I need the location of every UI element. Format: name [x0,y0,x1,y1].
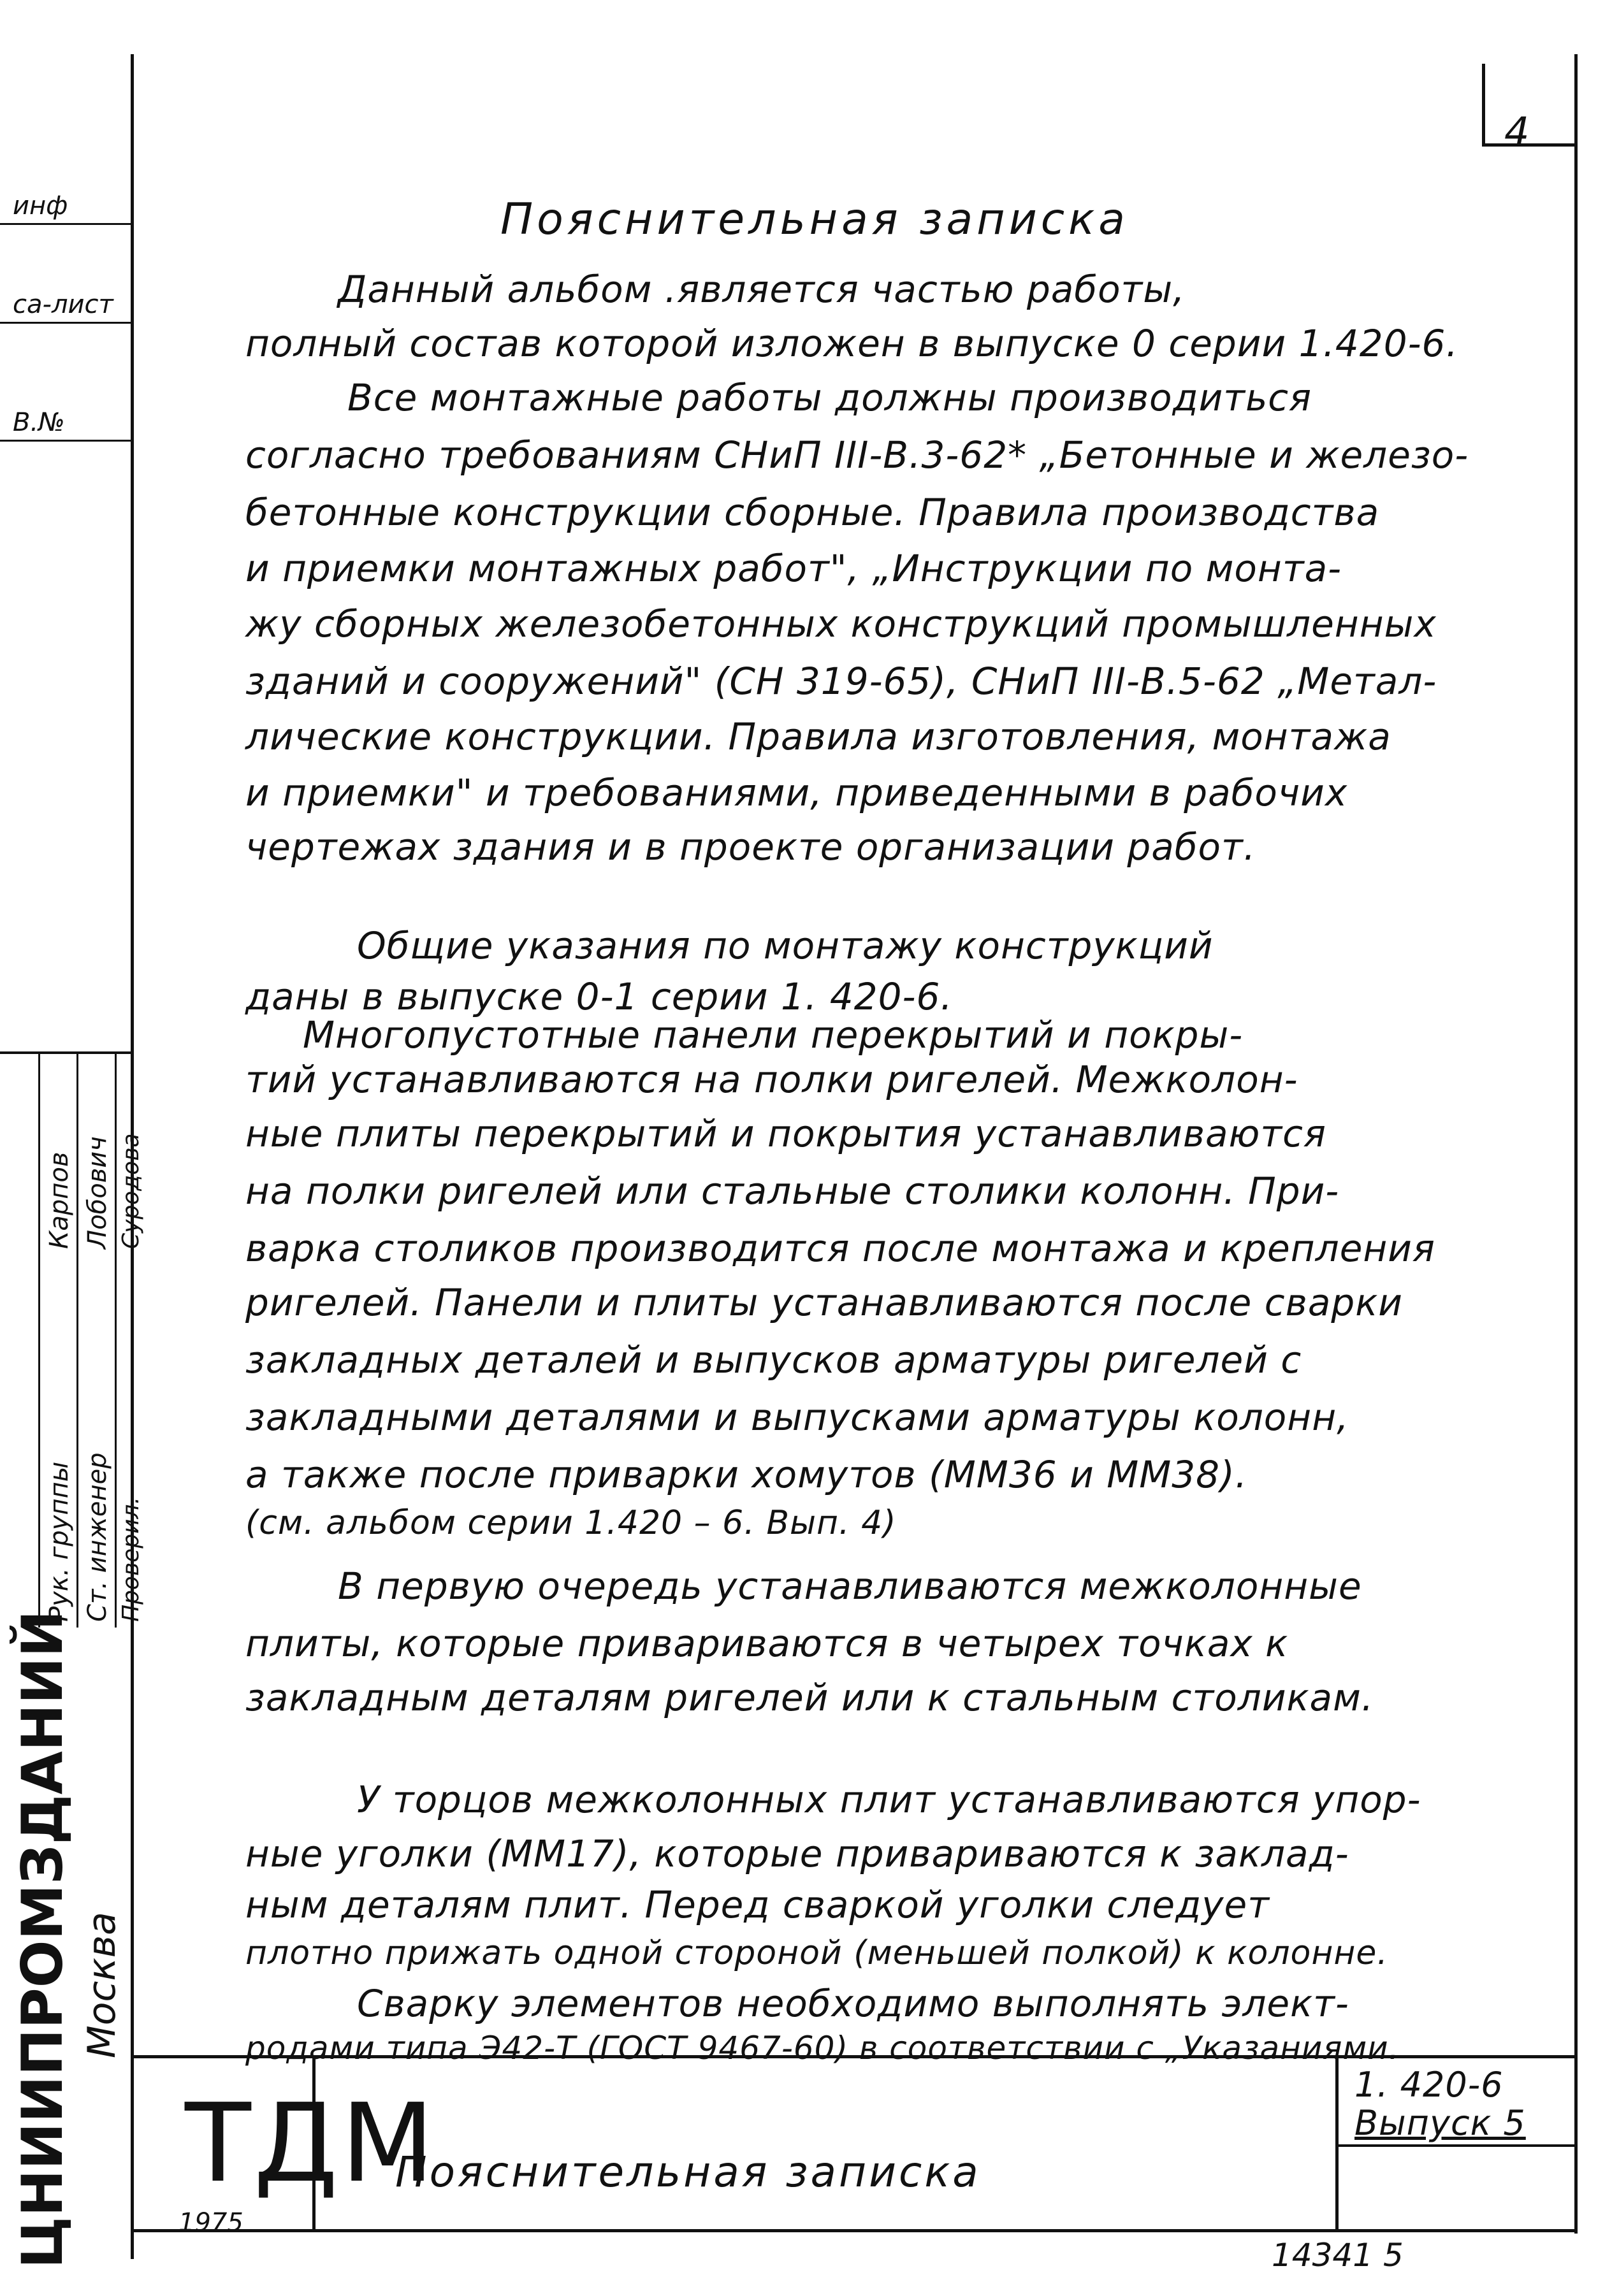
footer-series-line [1335,2144,1578,2147]
margin-label-inf: инф [13,191,68,220]
text-line: плотно прижать одной стороной (меньшей полкой) к колонне. [245,1934,1388,1972]
footer-bottom-line [131,2229,1578,2232]
text-line: согласно требованиям СНиП III-В.3-62* „Бетонные и железо- [245,433,1469,477]
text-line: тий устанавливаются на полки ригелей. Межколон- [245,1058,1298,1101]
text-line: В первую очередь устанавливаются межколонные [338,1564,1362,1608]
text-line: ные плиты перекрытий и покрытия устанавливаются [245,1112,1326,1155]
footer-series: 1. 420-6 [1354,2065,1504,2105]
text-line: зданий и сооружений" (СН 319-65), СНиП III-В.5-62 „Метал- [245,660,1437,703]
text-line: закладных деталей и выпусков арматуры ригелей с [245,1338,1302,1382]
stamp-name: Карпов [45,1152,74,1249]
text-line: Сварку элементов необходимо выполнять элект- [357,1982,1349,2025]
text-line: ные уголки (ММ17), которые привариваются к заклад- [245,1832,1349,1875]
text-line: ным деталям плит. Перед сваркой уголки следует [245,1883,1270,1926]
text-line: закладными деталями и выпусками арматуры колонн, [245,1396,1349,1439]
margin-label-no: В.№ [13,408,65,437]
text-line: У торцов межколонных плит устанавливаются упор- [357,1778,1421,1821]
text-line: родами типа Э42-Т (ГОСТ 9467-60) в соответствии с „Указаниями. [245,2030,1400,2067]
frame-right-line [1574,54,1578,2234]
stamp-role: Ст. инженер [83,1452,112,1622]
text-line: ригелей. Панели и плиты устанавливаются после сварки [245,1281,1403,1324]
text-line: полный состав которой изложен в выпуске 0 серии 1.420-6. [245,322,1458,365]
text-line: даны в выпуске 0-1 серии 1. 420-6. [245,975,953,1018]
margin-label-list: са-лист [13,290,113,319]
text-line: на полки ригелей или стальные столики колонн. При- [245,1169,1340,1213]
page-title: Пояснительная записка [500,194,1129,245]
text-line: жу сборных железобетонных конструкций промышленных [245,602,1437,646]
tdm-logo: ТДМ [185,2081,437,2207]
text-line: плиты, которые привариваются в четырех точках к [245,1622,1289,1665]
stamp-role: Рук. группы [45,1461,74,1622]
footer-year: 1975 [178,2208,243,2237]
organization-name: ЦНИИПРОМЗДАНИЙ [10,1610,75,2269]
footer-divider-right [1335,2055,1339,2230]
text-line: бетонные конструкции сборные. Правила производства [245,491,1380,534]
text-line: Многопустотные панели перекрытий и покры- [303,1013,1244,1057]
text-line: и приемки" и требованиями, приведенными в рабочих [245,771,1348,814]
stamp-name: Суродова [118,1133,144,1249]
archive-number: 14341 5 [1272,2237,1404,2274]
stamp-name: Лобович [83,1136,112,1249]
margin-line-3 [0,440,131,442]
text-line: и приемки монтажных работ", „Инструкции по монта- [245,547,1342,590]
text-line: варка столиков производится после монтажа и крепления [245,1227,1435,1270]
margin-line-2 [0,322,131,324]
text-line: (см. альбом серии 1.420 – 6. Вып. 4) [245,1504,897,1542]
text-line: закладным деталям ригелей или к стальным столикам. [245,1676,1374,1719]
text-line: лические конструкции. Правила изготовления, монтажа [245,715,1391,758]
organization-city: Москва [80,1912,124,2058]
text-line: чертежах здания и в проекте организации работ. [245,825,1256,869]
margin-line-1 [0,223,131,225]
footer-title: Пояснительная записка [395,2148,981,2197]
text-line: Общие указания по монтажу конструкций [357,924,1214,967]
page-number: 4 [1504,108,1530,155]
text-line: Все монтажные работы должны производиться [347,376,1312,419]
text-line: а также после приварки хомутов (ММ36 и ММ38). [245,1453,1248,1496]
text-line: Данный альбом .является частью работы, [338,268,1186,311]
footer-issue: Выпуск 5 [1354,2103,1526,2143]
stamp-role: Проверил. [118,1496,144,1622]
